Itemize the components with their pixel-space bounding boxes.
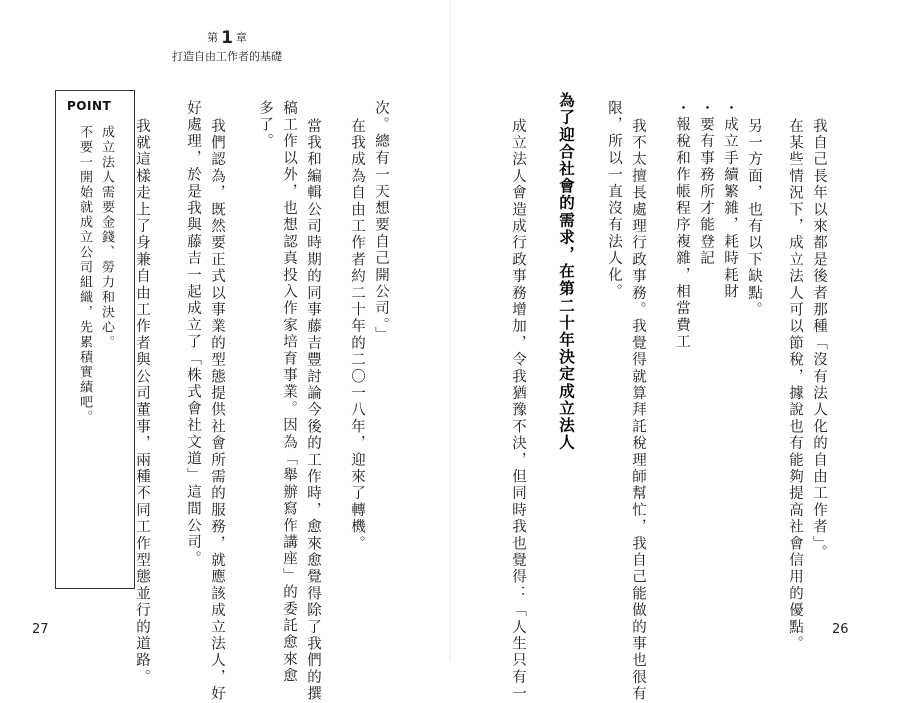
point-line-1: 成立法人需要金錢、勞力和決心。 <box>99 125 114 350</box>
left-body-line-8: 我就這樣走上了身兼自由工作者與公司董事，兩種不同工作型態並行的道路。 <box>134 118 150 686</box>
right-body-line-6: ・報稅和作帳程序複雜，相當費工 <box>674 100 690 351</box>
chapter-prefix: 第 <box>207 31 219 44</box>
section-heading: 為了迎合社會的需求，在第二十年決定成立法人 <box>557 92 575 452</box>
right-body-line-4: ・成立手續繁雜，耗時耗財 <box>722 100 738 301</box>
left-body-line-4: 稿工作以外，也想認真投入作家培育事業。因為「舉辦寫作講座」的委託愈來愈 <box>281 100 297 685</box>
right-body-line-7: 我不太擅長處理行政事務。我覺得就算拜託稅理師幫忙，我自己能做的事也很有 <box>630 118 646 703</box>
left-body-line-6: 我們認為，既然要正式以事業的型態提供社會所需的服務，就應該成立法人，好 <box>209 118 225 703</box>
point-line-2: 不要一開始就成立公司組織，先累積實績吧。 <box>77 125 92 425</box>
left-body-line-5: 多了。 <box>257 100 273 151</box>
right-body-line-2: 在某些情況下，成立法人可以節稅，據說也有能夠提高社會信用的優點。 <box>787 118 803 653</box>
left-body-line-7: 好處理，於是我與藤吉一起成立了「株式會社文道」這間公司。 <box>185 100 201 568</box>
running-head <box>172 30 282 64</box>
point-box <box>55 90 135 589</box>
point-label: POINT <box>67 99 112 113</box>
page-number-left: 27 <box>32 622 49 637</box>
right-body-line-9: 成立法人會造成行政事務增加，令我猶豫不決，但同時我也覺得：「人生只有一 <box>510 118 526 703</box>
right-body-line-8: 限，所以一直沒有法人化。 <box>606 100 622 301</box>
left-body-line-3: 當我和編輯公司時期的同事藤吉豐討論今後的工作時，愈來愈覺得除了我們的撰 <box>305 118 321 703</box>
page-number-right: 26 <box>832 622 849 637</box>
right-body-line-1: 我自己長年以來都是後者那種「沒有法人化的自由工作者」。 <box>811 118 827 562</box>
page-gutter <box>449 0 451 661</box>
right-body-line-3: 另一方面，也有以下缺點。 <box>746 118 762 319</box>
left-body-line-1: 次。總有一天想要自己開公司。」 <box>373 100 389 344</box>
left-body-line-2: 在我成為自由工作者約二十年的二〇一八年，迎來了轉機。 <box>349 118 365 553</box>
chapter-label <box>172 30 282 46</box>
right-body-line-5: ・要有事務所才能登記 <box>698 100 714 267</box>
chapter-number: 1 <box>221 28 233 48</box>
chapter-suffix: 章 <box>235 31 247 44</box>
chapter-title: 打造自由工作者的基礎 <box>172 50 282 63</box>
